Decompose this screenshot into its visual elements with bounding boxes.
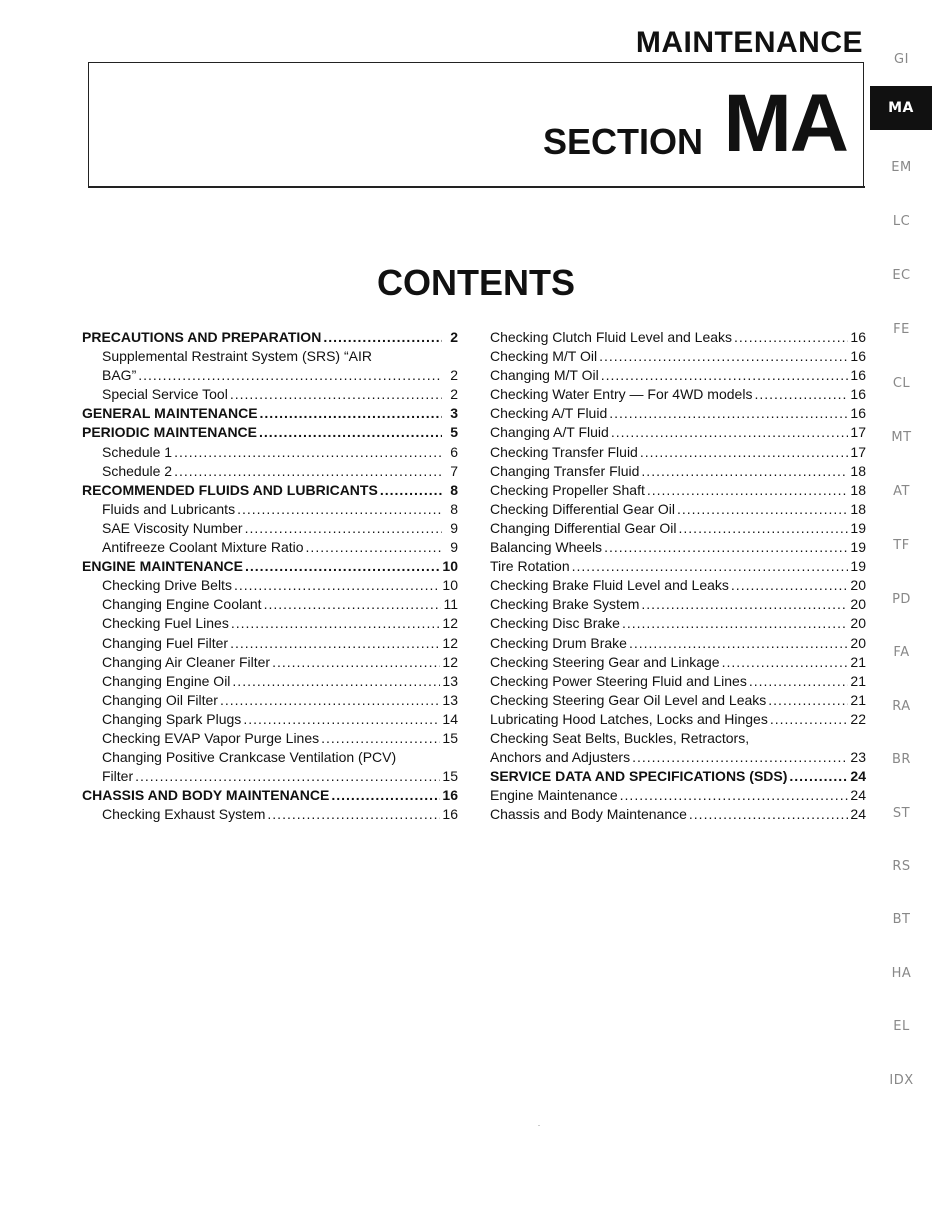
section-code: MA <box>723 78 847 169</box>
toc-entry-title: Supplemental Restraint System (SRS) “AIR <box>102 348 372 365</box>
toc-entry-title: Antifreeze Coolant Mixture Ratio <box>102 539 304 556</box>
toc-entry[interactable] <box>490 691 866 710</box>
toc-page-number: 15 <box>442 768 458 785</box>
toc-entry[interactable] <box>82 462 458 481</box>
toc-entry[interactable] <box>490 557 866 576</box>
toc-entry[interactable] <box>490 576 866 595</box>
section-tab-em[interactable]: EM <box>891 160 912 175</box>
toc-entry-title: GENERAL MAINTENANCE <box>82 405 258 422</box>
toc-entry[interactable] <box>490 500 866 519</box>
toc-leader-dots <box>230 385 442 404</box>
toc-page-number: 20 <box>850 634 866 651</box>
toc-page-number: 21 <box>850 691 866 708</box>
toc-entry[interactable] <box>82 614 458 633</box>
toc-entry-title: Checking EVAP Vapor Purge Lines <box>102 729 320 746</box>
section-tab-ec[interactable]: EC <box>892 268 911 283</box>
toc-leader-dots <box>641 595 848 614</box>
toc-entry[interactable] <box>490 443 866 462</box>
toc-entry[interactable] <box>82 366 458 385</box>
toc-entry[interactable] <box>490 423 866 442</box>
toc-entry-title: Checking Disc Brake <box>490 615 620 632</box>
toc-entry-title: Schedule 1 <box>102 443 173 460</box>
section-tab-tf[interactable]: TF <box>893 538 910 553</box>
toc-page-number: 24 <box>850 806 866 823</box>
toc-leader-dots <box>260 404 442 423</box>
toc-entry[interactable] <box>490 385 866 404</box>
toc-entry[interactable] <box>82 557 458 576</box>
toc-entry[interactable] <box>490 347 866 366</box>
toc-entry-title: SERVICE DATA AND SPECIFICATIONS (SDS) <box>490 768 788 785</box>
toc-entry-title: ENGINE MAINTENANCE <box>82 558 244 575</box>
toc-leader-dots <box>220 691 440 710</box>
toc-leader-dots <box>231 614 441 633</box>
toc-leader-dots <box>599 347 848 366</box>
toc-entry-title: Checking Propeller Shaft <box>490 481 645 498</box>
toc-entry-title: Checking Drum Brake <box>490 634 627 651</box>
toc-entry-title: Checking Seat Belts, Buckles, Retractors, <box>490 729 750 746</box>
section-tab-bt[interactable]: BT <box>892 912 911 927</box>
toc-page-number: 23 <box>850 749 866 766</box>
toc-page-number: 16 <box>850 348 866 365</box>
section-tab-idx[interactable]: IDX <box>889 1073 914 1088</box>
toc-page-number: 17 <box>850 443 866 460</box>
toc-page-number: 7 <box>450 462 458 479</box>
toc-entry[interactable] <box>490 462 866 481</box>
toc-leader-dots <box>611 423 849 442</box>
toc-page-number: 19 <box>850 519 866 536</box>
toc-entry-title: Checking Water Entry — For 4WD models <box>490 386 753 403</box>
toc-entry[interactable] <box>490 710 866 729</box>
toc-leader-dots <box>731 576 849 595</box>
toc-entry-title: Checking Brake Fluid Level and Leaks <box>490 577 729 594</box>
toc-entry-title: PRECAUTIONS AND PREPARATION <box>82 329 322 345</box>
section-tab-rs[interactable]: RS <box>892 859 911 874</box>
toc-entry-title: PERIODIC MAINTENANCE <box>82 424 258 441</box>
toc-entry[interactable] <box>490 786 866 805</box>
toc-entry[interactable] <box>490 805 866 824</box>
toc-entry-title: Engine Maintenance <box>490 787 618 804</box>
toc-leader-dots <box>245 557 440 576</box>
toc-leader-dots <box>245 519 442 538</box>
section-tab-gi[interactable]: GI <box>894 52 909 67</box>
toc-entry[interactable] <box>82 786 458 805</box>
toc-leader-dots <box>306 538 442 557</box>
toc-page-number: 16 <box>850 386 866 403</box>
toc-entry-title: Checking Steering Gear Oil Level and Leaks <box>490 691 767 708</box>
toc-entry[interactable] <box>82 519 458 538</box>
toc-entry[interactable] <box>82 710 458 729</box>
toc-entry[interactable] <box>490 672 866 691</box>
toc-leader-dots <box>174 443 442 462</box>
section-tab-lc[interactable]: LC <box>892 214 911 229</box>
toc-entry[interactable] <box>82 805 458 824</box>
toc-leader-dots <box>243 710 440 729</box>
toc-leader-dots <box>237 500 442 519</box>
toc-entry-title: Checking Brake System <box>490 596 640 613</box>
toc-page-number: 3 <box>450 405 458 422</box>
toc-leader-dots <box>138 366 442 385</box>
toc-entry-title: Anchors and Adjusters <box>490 749 631 766</box>
toc-entry[interactable] <box>82 767 458 786</box>
toc-leader-dots <box>135 767 440 786</box>
toc-entry[interactable] <box>82 423 458 442</box>
toc-leader-dots <box>768 691 848 710</box>
toc-entry[interactable] <box>82 634 458 653</box>
toc-entry-title: Special Service Tool <box>102 386 228 403</box>
toc-leader-dots <box>609 404 848 423</box>
toc-page-number: 16 <box>850 367 866 384</box>
section-tab-cl[interactable]: CL <box>892 376 911 391</box>
toc-entry[interactable] <box>82 481 458 500</box>
toc-leader-dots <box>259 423 442 442</box>
toc-entry[interactable] <box>490 634 866 653</box>
toc-page-number: 5 <box>450 424 458 441</box>
toc-entry-title: Lubricating Hood Latches, Locks and Hinges <box>490 710 768 727</box>
toc-entry-title: Checking Clutch Fluid Level and Leaks <box>490 329 733 345</box>
toc-entry[interactable] <box>490 328 866 347</box>
toc-leader-dots <box>604 538 848 557</box>
toc-leader-dots <box>622 614 848 633</box>
toc-entry-title: Checking A/T Fluid <box>490 405 608 422</box>
toc-page-number: 15 <box>442 729 458 746</box>
toc-entry-title: Changing Oil Filter <box>102 691 218 708</box>
toc-page-number: 11 <box>443 596 458 613</box>
toc-entry-title: Changing Fuel Filter <box>102 634 229 651</box>
toc-entry[interactable] <box>82 328 458 347</box>
toc-entry-title: Filter <box>102 768 134 785</box>
toc-entry[interactable] <box>490 481 866 500</box>
section-label: SECTION <box>542 121 703 162</box>
toc-page-number: 22 <box>850 710 866 727</box>
toc-entry-title: CHASSIS AND BODY MAINTENANCE <box>82 787 330 804</box>
toc-page-number: 19 <box>850 539 866 556</box>
toc-entry[interactable] <box>82 500 458 519</box>
toc-leader-dots <box>640 443 849 462</box>
toc-entry[interactable] <box>82 595 458 614</box>
toc-entry-title: Changing A/T Fluid <box>490 424 609 441</box>
toc-leader-dots <box>264 595 442 614</box>
toc-leader-dots <box>641 462 848 481</box>
toc-leader-dots <box>789 767 848 786</box>
toc-page-number: 14 <box>442 710 458 727</box>
toc-page-number: 8 <box>450 500 458 517</box>
toc-entry[interactable] <box>490 595 866 614</box>
toc-leader-dots <box>321 729 440 748</box>
toc-entry-title: Checking Transfer Fluid <box>490 443 638 460</box>
toc-leader-dots <box>272 653 440 672</box>
toc-page-number: 12 <box>442 634 458 651</box>
toc-page-number: 16 <box>850 405 866 422</box>
toc-entry-title: BAG” <box>102 367 137 384</box>
toc-page-number: 24 <box>850 787 866 804</box>
toc-page-number: 10 <box>442 558 458 575</box>
toc-entry-title: Changing Positive Crankcase Ventilation (PCV) <box>102 749 397 766</box>
toc-entry-title: Chassis and Body Maintenance <box>490 806 687 823</box>
toc-page-number: 2 <box>450 329 458 345</box>
toc-leader-dots <box>232 672 440 691</box>
section-tab-mt[interactable]: MT <box>891 430 912 445</box>
toc-entry[interactable] <box>82 385 458 404</box>
toc-entry-title: Changing Air Cleaner Filter <box>102 653 271 670</box>
toc-page-number: 2 <box>450 386 458 403</box>
toc-entry-title: Changing Transfer Fluid <box>490 462 640 479</box>
toc-leader-dots <box>331 786 440 805</box>
toc-entry[interactable] <box>490 729 866 748</box>
toc-entry-title: Checking Fuel Lines <box>102 615 229 632</box>
toc-page-number: 17 <box>850 424 866 441</box>
toc-entry-title: Changing Differential Gear Oil <box>490 519 677 536</box>
toc-leader-dots <box>679 519 849 538</box>
toc-leader-dots <box>632 748 848 767</box>
toc-entry-title: Checking Steering Gear and Linkage <box>490 653 720 670</box>
toc-leader-dots <box>647 481 849 500</box>
page-title: MAINTENANCE <box>635 26 863 59</box>
toc-entry[interactable] <box>82 576 458 595</box>
toc-page-number: 18 <box>850 462 866 479</box>
toc-entry[interactable] <box>82 538 458 557</box>
toc-entry-title: Changing M/T Oil <box>490 367 599 384</box>
toc-page-number: 16 <box>442 787 458 804</box>
toc-page-number: 6 <box>450 443 458 460</box>
toc-entry-title: Checking M/T Oil <box>490 348 598 365</box>
toc-entry-title: Checking Exhaust System <box>102 806 266 823</box>
contents-right-column <box>490 328 866 824</box>
toc-leader-dots <box>174 462 442 481</box>
toc-page-number: 9 <box>450 519 458 536</box>
section-tab-el[interactable]: EL <box>893 1019 910 1034</box>
toc-leader-dots <box>267 805 440 824</box>
toc-entry[interactable] <box>82 729 458 748</box>
toc-entry[interactable] <box>82 748 458 767</box>
toc-leader-dots <box>677 500 848 519</box>
toc-leader-dots <box>234 576 440 595</box>
toc-entry-title: Changing Engine Coolant <box>102 596 262 613</box>
section-tab-at[interactable]: AT <box>893 484 910 499</box>
toc-page-number: 19 <box>850 558 866 575</box>
toc-entry[interactable] <box>490 538 866 557</box>
toc-page-number: 8 <box>450 481 458 498</box>
toc-page-number: 18 <box>850 500 866 517</box>
toc-page-number: 9 <box>450 539 458 556</box>
toc-page-number: 13 <box>442 691 458 708</box>
toc-page-number: 21 <box>850 653 866 670</box>
toc-leader-dots <box>722 653 849 672</box>
section-tab-pd[interactable]: PD <box>892 592 911 607</box>
toc-leader-dots <box>754 385 848 404</box>
toc-leader-dots <box>323 328 442 347</box>
toc-page-number: 2 <box>450 367 458 384</box>
section-tab-ma[interactable]: MA <box>870 86 932 130</box>
toc-entry-title: Changing Spark Plugs <box>102 710 242 727</box>
toc-entry-title: SAE Viscosity Number <box>102 519 243 536</box>
toc-page-number: 24 <box>850 768 866 785</box>
section-tab-br[interactable]: BR <box>892 752 911 767</box>
contents-title: CONTENTS <box>377 262 575 303</box>
toc-page-number: 12 <box>442 653 458 670</box>
toc-entry[interactable] <box>490 519 866 538</box>
toc-entry[interactable] <box>490 653 866 672</box>
toc-page-number: 12 <box>442 615 458 632</box>
section-tab-fa[interactable]: FA <box>893 645 910 660</box>
toc-entry-title: RECOMMENDED FLUIDS AND LUBRICANTS <box>82 481 378 498</box>
toc-leader-dots <box>689 805 849 824</box>
toc-entry-title: Schedule 2 <box>102 462 173 479</box>
toc-entry[interactable] <box>490 748 866 767</box>
toc-entry[interactable] <box>490 404 866 423</box>
section-tab-fe[interactable]: FE <box>893 322 910 337</box>
toc-page-number: 21 <box>850 672 866 689</box>
section-header-box <box>88 62 864 187</box>
toc-entry[interactable] <box>82 691 458 710</box>
contents-left-column <box>82 328 458 824</box>
toc-entry[interactable] <box>490 767 866 786</box>
toc-leader-dots <box>629 634 848 653</box>
section-tab-st[interactable]: ST <box>892 806 911 821</box>
section-tab-ra[interactable]: RA <box>892 699 911 714</box>
toc-entry-title: Checking Power Steering Fluid and Lines <box>490 672 747 689</box>
toc-entry-title: Balancing Wheels <box>490 539 603 556</box>
toc-page-number: 16 <box>850 329 866 345</box>
section-tabs <box>868 0 935 1221</box>
toc-entry[interactable] <box>490 366 866 385</box>
toc-entry-title: Checking Drive Belts <box>102 577 232 594</box>
toc-page-number: 13 <box>442 672 458 689</box>
toc-entry[interactable] <box>82 443 458 462</box>
section-tab-ha[interactable]: HA <box>891 966 912 981</box>
toc-entry[interactable] <box>82 653 458 672</box>
toc-leader-dots <box>770 710 849 729</box>
toc-entry-title: Changing Engine Oil <box>102 672 231 689</box>
toc-page-number: 18 <box>850 481 866 498</box>
toc-page-number: 20 <box>850 577 866 594</box>
toc-entry[interactable] <box>490 614 866 633</box>
toc-leader-dots <box>601 366 849 385</box>
toc-leader-dots <box>380 481 442 500</box>
toc-leader-dots <box>620 786 849 805</box>
box-divider <box>88 186 865 188</box>
toc-entry[interactable] <box>82 347 458 366</box>
scan-speck <box>538 1125 540 1126</box>
toc-leader-dots <box>734 328 848 347</box>
toc-page-number: 20 <box>850 615 866 632</box>
toc-leader-dots <box>749 672 849 691</box>
toc-leader-dots <box>572 557 849 576</box>
toc-leader-dots <box>230 634 440 653</box>
toc-entry-title: Checking Differential Gear Oil <box>490 500 675 517</box>
toc-entry-title: Fluids and Lubricants <box>102 500 236 517</box>
toc-entry[interactable] <box>82 404 458 423</box>
toc-entry[interactable] <box>82 672 458 691</box>
toc-page-number: 10 <box>442 577 458 594</box>
toc-page-number: 16 <box>442 806 458 823</box>
toc-page-number: 20 <box>850 596 866 613</box>
toc-entry-title: Tire Rotation <box>490 558 570 575</box>
